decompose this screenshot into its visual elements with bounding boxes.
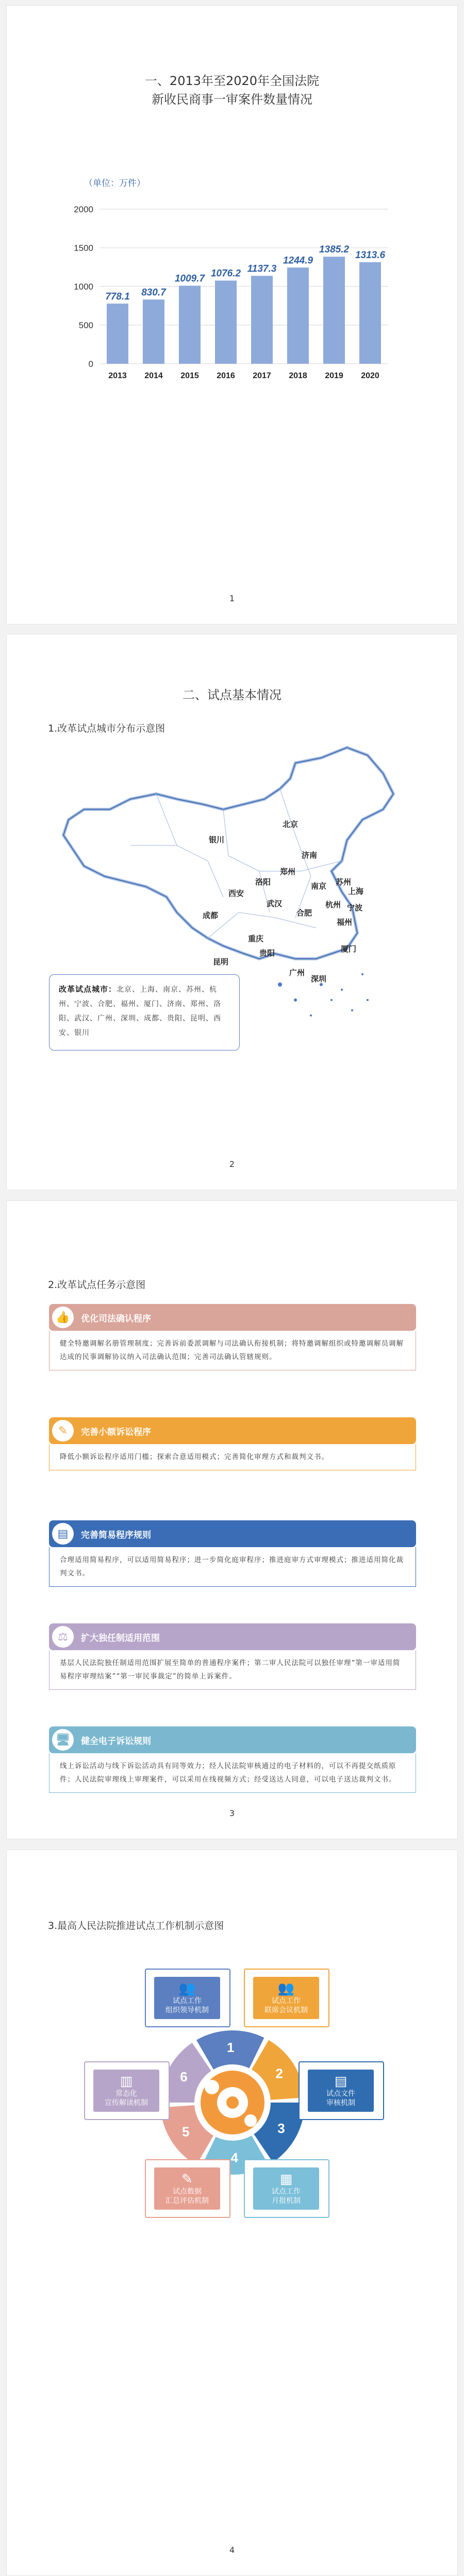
city-kunming: 昆明 xyxy=(213,957,229,967)
page-number: 3 xyxy=(229,1808,235,1818)
legend-label: 改革试点城市： xyxy=(59,985,117,994)
mechanism-icon: 👥 xyxy=(277,1981,295,1996)
task-description: 线上诉讼活动与线下诉讼活动具有同等效力；经人民法院审核通过的电子材料的，可以不再提交纸质原件；人民法院审理线上审理案件，可以采用在线视频方式；经受送达人同意，可以电子送达裁判文书。 xyxy=(49,1753,416,1793)
bar-value-label: 1385.2 xyxy=(319,244,350,256)
x-tick-label: 2018 xyxy=(289,371,307,380)
city-guiyang: 贵阳 xyxy=(259,948,275,958)
page-title-line1: 一、2013年至2020年全国法院 xyxy=(144,74,320,88)
bar-value-label: 1076.2 xyxy=(210,268,241,279)
city-yinchuan: 银川 xyxy=(209,835,225,844)
page-1 xyxy=(6,5,458,624)
page-number: 4 xyxy=(229,2545,235,2555)
chart-unit-label: （单位：万件） xyxy=(84,178,145,189)
task-title: 健全电子诉讼规则 xyxy=(81,1736,151,1747)
bar xyxy=(251,276,273,364)
mechanism-box xyxy=(244,2159,329,2218)
city-luoyang: 洛阳 xyxy=(255,877,271,887)
x-tick-label: 2019 xyxy=(325,371,343,380)
city-xiamen: 厦门 xyxy=(341,944,357,954)
city-xian: 西安 xyxy=(228,889,244,898)
city-chengdu: 成都 xyxy=(203,911,219,920)
task-header xyxy=(49,1726,416,1753)
mechanism-box xyxy=(244,1969,329,2027)
city-shanghai: 上海 xyxy=(348,887,364,896)
task-title: 完善简易程序规则 xyxy=(81,1530,151,1540)
mechanism-box xyxy=(145,1969,230,2027)
task-title: 优化司法确认程序 xyxy=(81,1313,151,1324)
mechanism-title: 常态化 宣传解读机制 xyxy=(105,2090,148,2107)
bar xyxy=(107,303,128,364)
task-header xyxy=(49,1520,416,1547)
city-wuhan: 武汉 xyxy=(267,899,283,908)
page-4 xyxy=(6,1850,458,2576)
mechanism-box-inner xyxy=(154,2167,220,2210)
task-title: 扩大独任制适用范围 xyxy=(81,1633,160,1643)
bar xyxy=(179,286,201,364)
mechanism-icon: 👥 xyxy=(178,1981,196,1996)
document-icon: ▤ xyxy=(52,1523,74,1545)
city-ningbo: 宁波 xyxy=(347,903,363,912)
x-tick-label: 2016 xyxy=(217,371,235,380)
mechanism-icon: ▦ xyxy=(279,2172,293,2187)
bar-value-label: 1137.3 xyxy=(247,263,277,275)
bar-value-label: 830.7 xyxy=(141,287,166,298)
page-2 xyxy=(6,634,458,1190)
mechanism-title: 试点工作 组织领导机制 xyxy=(165,1997,209,2014)
ring-number: 3 xyxy=(277,2121,285,2137)
city-hefei: 合肥 xyxy=(296,908,312,918)
city-nanjing: 南京 xyxy=(311,882,327,891)
task-title: 完善小额诉讼程序 xyxy=(81,1427,151,1437)
ring-number: 1 xyxy=(227,2040,235,2056)
mechanism-box xyxy=(145,2159,230,2218)
task-card xyxy=(49,1726,416,1793)
task-card xyxy=(49,1304,416,1370)
task-description: 合理适用简易程序，可以适用简易程序；进一步简化庭审程序；推进庭审方式审理模式；推进适用简化裁判文书。 xyxy=(49,1547,416,1587)
task-description: 健全特邀调解名册管理制度；完善诉前委派调解与司法确认衔接机制；将特邀调解组织或特邀调解员调解达成的民事调解协议纳入司法确认范围；完善司法确认管辖规则。 xyxy=(49,1331,416,1370)
task-card xyxy=(49,1417,416,1470)
task-card xyxy=(49,1623,416,1690)
mechanism-box xyxy=(299,2061,384,2120)
city-suzhou: 苏州 xyxy=(336,877,352,887)
section-title: 二、试点基本情况 xyxy=(183,688,281,702)
mechanism-box-inner xyxy=(253,2167,319,2210)
bar xyxy=(287,267,309,364)
y-tick-label: 1000 xyxy=(74,282,93,292)
bar-value-label: 1009.7 xyxy=(174,273,205,284)
bar xyxy=(215,281,237,364)
page-title-line2: 新收民商事一审案件数量情况 xyxy=(152,92,312,107)
mechanism-title: 试点数据 汇总评估机制 xyxy=(165,2188,209,2205)
task-description: 降低小额诉讼程序适用门槛；探索合意适用模式；完善简化审理方式和裁判文书。 xyxy=(49,1444,416,1470)
pencil-icon: ✎ xyxy=(52,1420,74,1442)
mechanism-box-inner xyxy=(93,2070,159,2112)
mechanism-title: 试点文件 审核机制 xyxy=(326,2090,355,2107)
task-header xyxy=(49,1417,416,1444)
bar-value-label: 778.1 xyxy=(105,291,130,302)
bar xyxy=(143,299,164,364)
city-chongqing: 重庆 xyxy=(248,934,264,943)
x-tick-label: 2020 xyxy=(361,371,379,380)
city-hangzhou: 杭州 xyxy=(325,900,341,909)
city-zhengzhou: 郑州 xyxy=(280,867,296,876)
thumb-up-icon: 👍 xyxy=(52,1307,74,1328)
city-shenzhen: 深圳 xyxy=(311,974,327,984)
task-card xyxy=(49,1520,416,1587)
section-subtitle: 3.最高人民法院推进试点工作机制示意图 xyxy=(48,1920,224,1931)
bar-chart xyxy=(58,189,409,389)
mechanism-icon: ▥ xyxy=(120,2074,133,2089)
mechanism-title: 试点工作 联席会议机制 xyxy=(264,1997,308,2014)
mechanism-box xyxy=(84,2061,170,2120)
bar xyxy=(359,262,381,364)
page-title xyxy=(7,72,457,109)
city-fuzhou: 福州 xyxy=(337,918,353,927)
x-tick-label: 2015 xyxy=(180,371,199,380)
scales-icon: ⚖ xyxy=(52,1626,74,1648)
mechanism-icon: ✎ xyxy=(181,2172,193,2187)
city-beijing: 北京 xyxy=(283,820,299,829)
mechanism-box-inner xyxy=(253,1977,319,2019)
legend-text: 北京、上海、南京、苏州、杭州、宁波、合肥、福州、厦门、济南、郑州、洛阳、武汉、广州、深圳、成都、贵阳、昆明、西安、银川 xyxy=(59,986,221,1037)
task-header xyxy=(49,1304,416,1331)
y-tick-label: 0 xyxy=(88,359,93,369)
mechanism-title: 试点工作 月报机制 xyxy=(272,2188,301,2205)
ring-number: 2 xyxy=(275,2065,283,2081)
x-tick-label: 2014 xyxy=(144,371,163,380)
ring-number: 6 xyxy=(180,2069,188,2084)
city-guangzhou: 广州 xyxy=(289,968,305,977)
computer-icon: 🖥 xyxy=(52,1729,74,1751)
bar-value-label: 1244.9 xyxy=(283,255,313,266)
ring-number: 4 xyxy=(230,2149,238,2165)
page-3 xyxy=(6,1200,458,1839)
task-description: 基层人民法院独任制适用范围扩展至简单的普通程序案件；第二审人民法院可以独任审理“第一审适用简易程序审理结案”“第一审民事裁定”的简单上诉案件。 xyxy=(49,1650,416,1690)
y-tick-label: 1500 xyxy=(74,243,93,253)
ring-number: 5 xyxy=(182,2124,190,2140)
city-jinan: 济南 xyxy=(302,851,318,860)
mechanism-ring xyxy=(155,2025,310,2180)
bar-value-label: 1313.6 xyxy=(355,249,386,261)
mechanism-box-inner xyxy=(154,1977,220,2019)
page-number: 2 xyxy=(229,1159,235,1169)
y-tick-label: 500 xyxy=(78,320,93,330)
task-header xyxy=(49,1623,416,1650)
pilot-cities-legend xyxy=(49,974,240,1050)
mechanism-icon: ▤ xyxy=(334,2074,347,2089)
bar xyxy=(323,257,345,364)
y-tick-label: 2000 xyxy=(74,205,93,214)
page-number: 1 xyxy=(229,594,235,603)
section-subtitle: 2.改革试点任务示意图 xyxy=(48,1279,146,1291)
mechanism-box-inner xyxy=(308,2070,374,2112)
section-subtitle: 1.改革试点城市分布示意图 xyxy=(48,723,165,734)
x-tick-label: 2017 xyxy=(253,371,271,380)
x-tick-label: 2013 xyxy=(108,371,127,380)
